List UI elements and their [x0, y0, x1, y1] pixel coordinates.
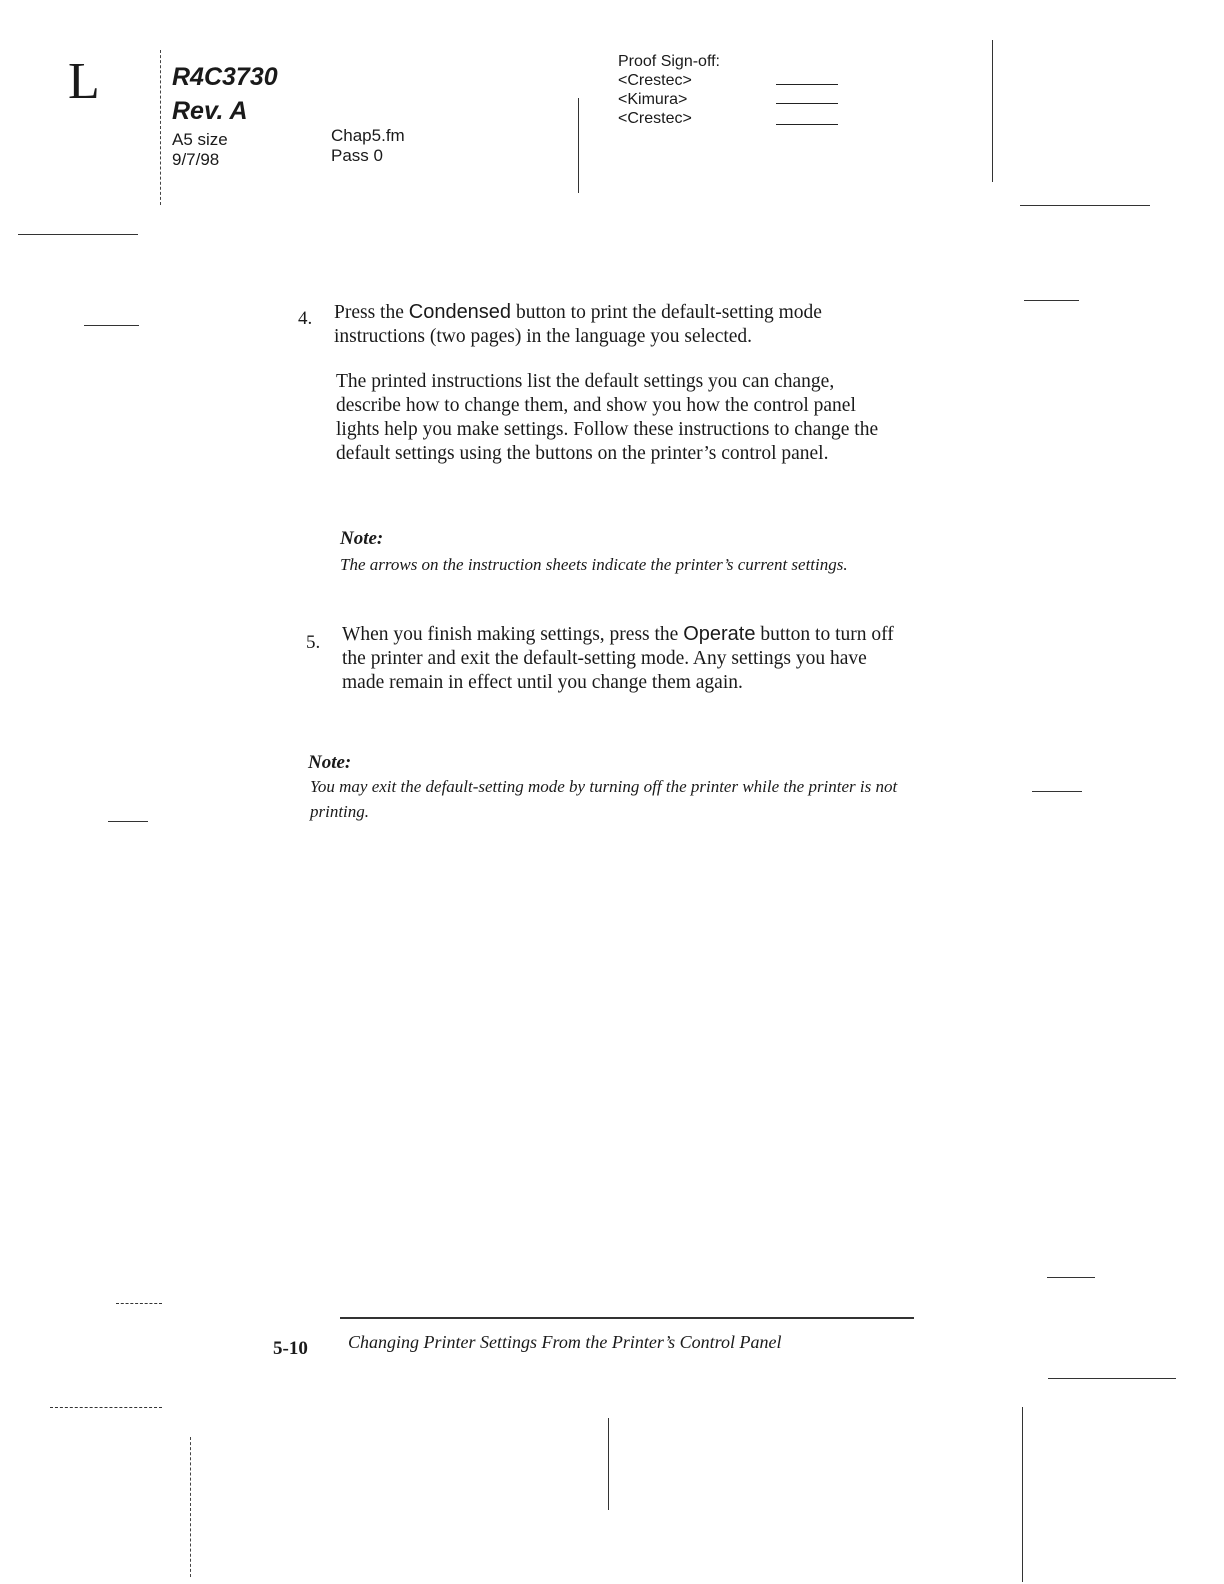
operate-button-name: Operate [683, 623, 756, 645]
header-center-divider [578, 98, 579, 193]
signoff-title: Proof Sign-off: [618, 53, 720, 70]
signoff-entry: <Crestec> [618, 110, 692, 127]
signature-line [776, 84, 838, 85]
header-right-divider [992, 40, 993, 182]
crop-mark [50, 1407, 162, 1408]
step-5-rest: button to turn off the printer and exit the default-setting mode. Any settings you have made remain in effect until you change them again. [342, 624, 894, 693]
doc-number: R4C3730 [172, 63, 278, 91]
crop-mark [1032, 791, 1082, 792]
signoff-entry: <Crestec> [618, 72, 692, 89]
signoff-entry: <Kimura> [618, 91, 688, 108]
pass-number: Pass 0 [331, 146, 383, 165]
condensed-button-name: Condensed [408, 301, 512, 323]
crop-mark [1020, 205, 1150, 206]
paper-size: A5 size [172, 130, 228, 149]
size-date-block [172, 130, 228, 170]
page-side-letter: L [68, 53, 100, 110]
note-text: The arrows on the instruction sheets indicate the printer’s current settings. [340, 555, 848, 574]
step-number: 5. [306, 632, 321, 653]
step-number: 4. [298, 308, 313, 329]
proof-signoff [618, 52, 720, 128]
step-4-text [334, 300, 896, 349]
file-pass-block [331, 126, 405, 166]
doc-revision: Rev. A [172, 97, 248, 125]
instructions-paragraph: The printed instructions list the default settings you can change, describe how to change them, and show you how the control panel lights help you make settings. Follow these instructions to change the default settings using the buttons on the printer’s control panel. [336, 371, 879, 464]
footer-rule [340, 1317, 914, 1319]
step-5-text [342, 622, 894, 695]
document-id [172, 60, 278, 128]
crop-mark [108, 821, 148, 822]
crop-mark [1047, 1277, 1095, 1278]
file-name: Chap5.fm [331, 126, 405, 145]
crop-mark [1024, 300, 1079, 301]
signature-line [776, 124, 838, 125]
revision-date: 9/7/98 [172, 150, 220, 169]
crop-mark [1048, 1378, 1176, 1379]
crop-mark [116, 1303, 162, 1304]
page-number: 5-10 [273, 1338, 308, 1359]
bottom-crop-mark [608, 1418, 609, 1510]
bottom-crop-mark [190, 1437, 191, 1577]
step-4-rest: button to print the default-setting mode instructions (two pages) in the language you selected. [334, 302, 822, 347]
signature-line [776, 103, 838, 104]
crop-mark [18, 234, 138, 235]
bottom-crop-mark [1022, 1407, 1023, 1582]
chapter-title: Changing Printer Settings From the Printer’s Control Panel [348, 1332, 782, 1352]
crop-mark [84, 325, 139, 326]
note-label: Note: [340, 528, 384, 549]
header-left-divider [160, 50, 161, 205]
step-5-lead: When you finish making settings, press the [342, 624, 684, 645]
final-note-text: You may exit the default-setting mode by turning off the printer while the printer is not printing. [310, 777, 898, 821]
step-4-lead: Press the [334, 302, 409, 323]
final-note-label: Note: [308, 752, 352, 773]
